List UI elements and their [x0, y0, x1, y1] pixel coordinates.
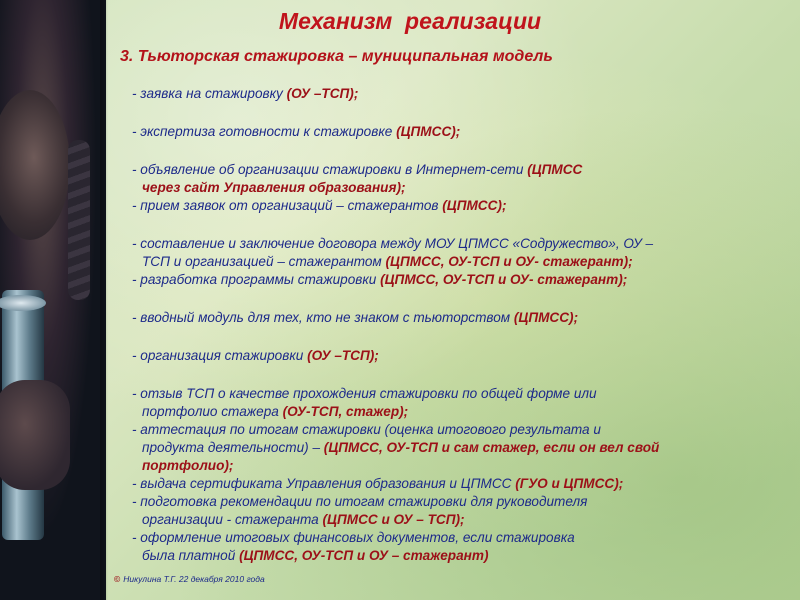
step-line [132, 235, 653, 253]
step-line [142, 457, 233, 475]
photo-braid [68, 140, 90, 300]
step-text: - разработка программы стажировки [132, 272, 381, 287]
step-responsible: (ОУ-ТСП, стажер); [282, 404, 409, 419]
photo-edge-shadow [100, 0, 108, 600]
step-line [132, 271, 627, 289]
step-line [132, 385, 597, 403]
step-responsible: (ОУ –ТСП); [307, 348, 379, 363]
step-text: - выдача сертификата Управления образования и ЦПМСС [132, 476, 516, 491]
step-responsible: (ЦПМСС [527, 162, 583, 177]
step-responsible: (ЦПМСС); [396, 124, 461, 139]
step-text: - организация стажировки [132, 348, 308, 363]
step-responsible: (ЦПМСС); [513, 310, 579, 325]
step-line [142, 547, 489, 565]
step-line [132, 85, 358, 103]
step-line [142, 253, 633, 271]
step-text: ТСП и организацией – стажерантом [142, 254, 386, 269]
step-responsible: (ЦПМСС, ОУ-ТСП и сам стажер, если он вел свой [323, 440, 660, 455]
step-line [132, 475, 623, 493]
step-text: - объявление об организации стажировки в Интернет-сети [132, 162, 528, 177]
decorative-photo [0, 0, 106, 600]
step-text: - заявка на стажировку [132, 86, 287, 101]
footer-author-date: Никулина Т.Г. 22 декабря 2010 года [123, 574, 265, 584]
step-text: портфолио стажера [142, 404, 283, 419]
step-text: - вводный модуль для тех, кто не знаком с тьюторством [132, 310, 514, 325]
step-responsible: (ЦПМСС, ОУ-ТСП и ОУ- стажерант); [380, 272, 628, 287]
step-text: - составление и заключение договора между МОУ ЦПМСС «Содружество», ОУ – [132, 236, 654, 251]
step-responsible: (ГУО и ЦПМСС); [515, 476, 624, 491]
photo-hand [0, 380, 70, 490]
step-responsible: через сайт Управления образования); [142, 180, 406, 195]
step-responsible: (ЦПМСС и ОУ – ТСП); [322, 512, 465, 527]
step-responsible: (ОУ –ТСП); [286, 86, 359, 101]
step-line [132, 493, 587, 511]
step-line [142, 439, 659, 457]
step-responsible: (ЦПМСС, ОУ-ТСП и ОУ- стажерант); [385, 254, 633, 269]
step-line [132, 123, 460, 141]
step-text: организации - стажеранта [142, 512, 323, 527]
step-text: - прием заявок от организаций – стажерантов [132, 198, 443, 213]
step-line [142, 179, 406, 197]
step-text: - аттестация по итогам стажировки (оценка итогового результата и [132, 422, 601, 437]
step-text: продукта деятельности) – [142, 440, 324, 455]
step-responsible: (ЦПМСС, ОУ-ТСП и ОУ – стажерант) [239, 548, 489, 563]
step-text: - подготовка рекомендации по итогам стажировки для руководителя [132, 494, 588, 509]
step-responsible: портфолио); [142, 458, 234, 473]
step-line [132, 347, 379, 365]
slide-subtitle: 3. Тьюторская стажировка – муниципальная модель [120, 48, 553, 65]
slide-title: Механизм реализации [278, 8, 542, 34]
step-line [132, 309, 578, 327]
step-text: была платной [142, 548, 240, 563]
step-line [132, 197, 507, 215]
step-line [132, 421, 601, 439]
step-text: - экспертиза готовности к стажировке [132, 124, 397, 139]
copyright-symbol: © [114, 574, 121, 584]
step-line [132, 161, 582, 179]
photo-face [0, 90, 70, 240]
footer [114, 574, 265, 584]
step-line [142, 511, 465, 529]
step-line [132, 529, 575, 547]
step-responsible: (ЦПМСС); [442, 198, 507, 213]
step-text: - оформление итоговых финансовых документов, если стажировка [132, 530, 575, 545]
step-text: - отзыв ТСП о качестве прохождения стажировки по общей форме или [132, 386, 597, 401]
step-line [142, 403, 408, 421]
